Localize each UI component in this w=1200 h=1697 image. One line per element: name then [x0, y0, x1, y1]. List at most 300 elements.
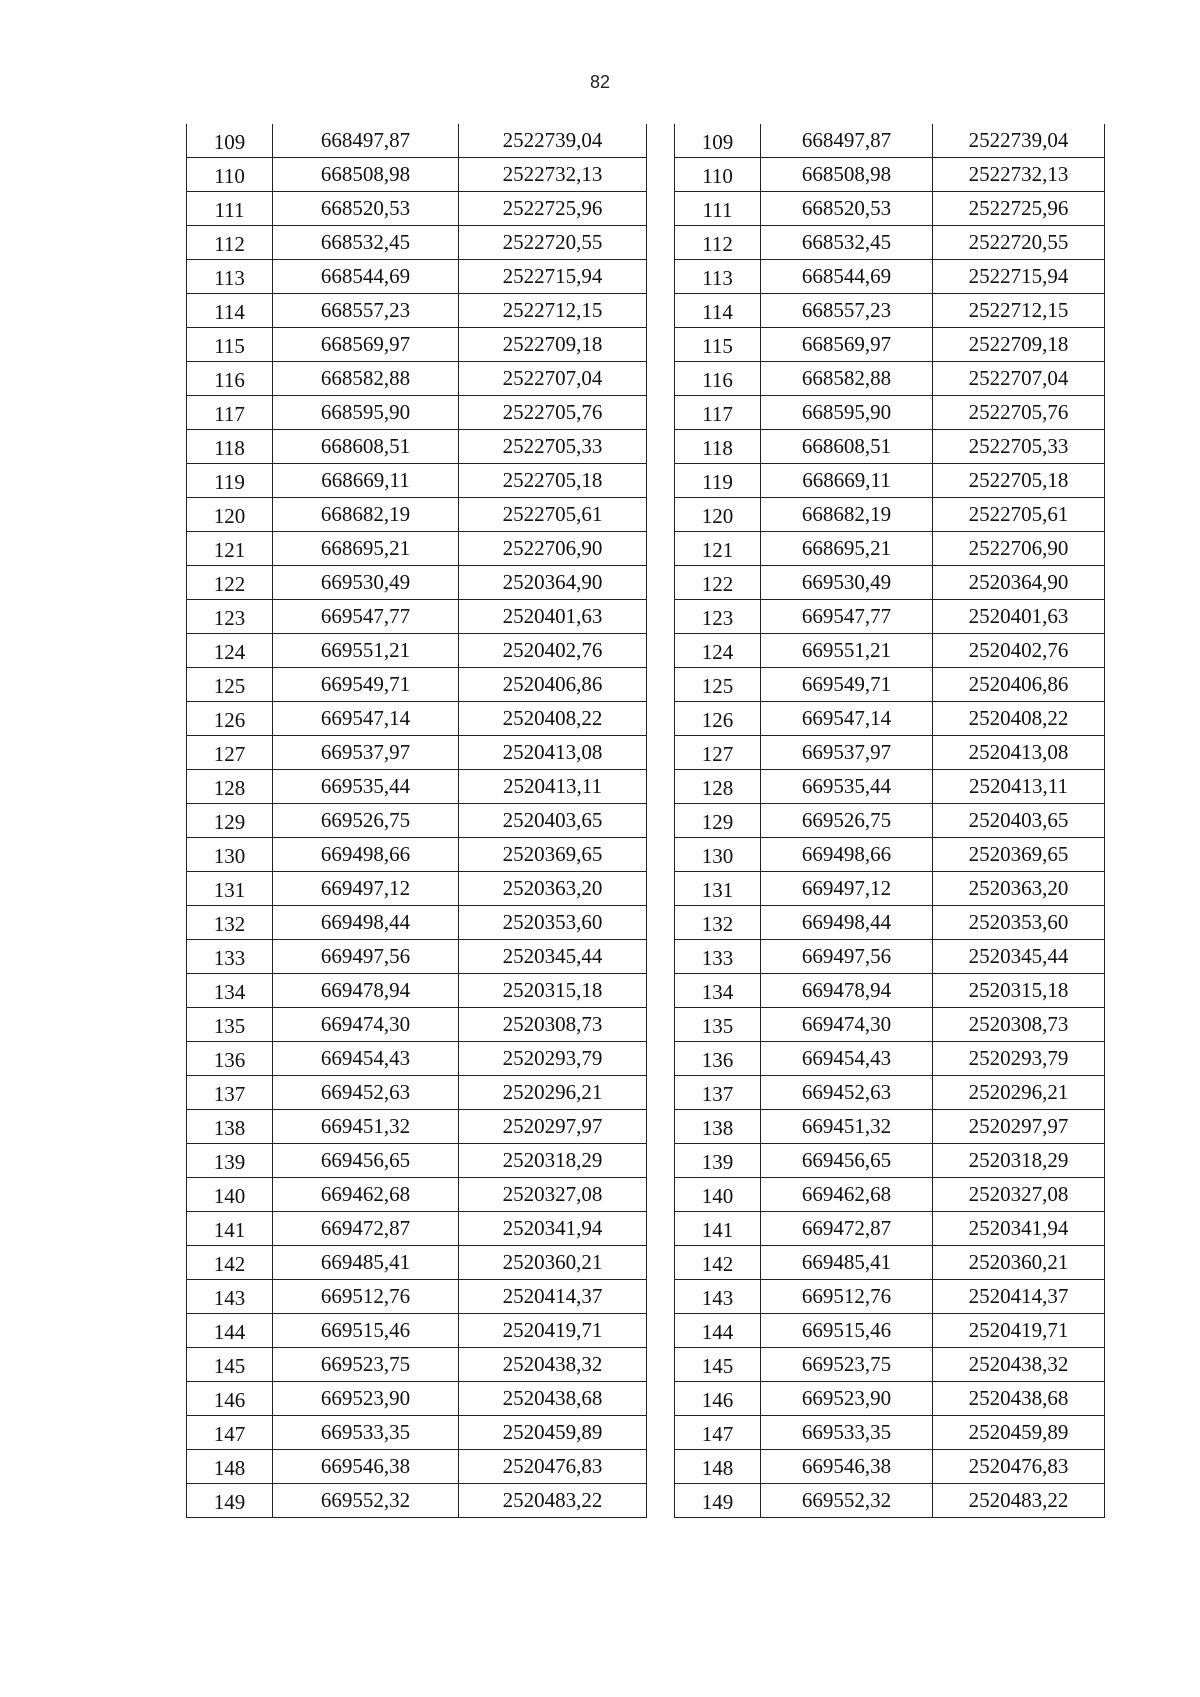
table-row: [675, 736, 1105, 770]
y-coordinate-cell: 2522712,15: [933, 294, 1105, 328]
table-row: [675, 1246, 1105, 1280]
point-number-cell: 123: [675, 600, 761, 634]
y-coordinate-cell: 2520402,76: [459, 634, 647, 668]
table-row: [187, 1348, 647, 1382]
table-row: [187, 1144, 647, 1178]
x-coordinate-cell: 669497,12: [273, 872, 459, 906]
y-coordinate-cell: 2520341,94: [933, 1212, 1105, 1246]
table-row: [187, 1212, 647, 1246]
x-coordinate-cell: 668557,23: [273, 294, 459, 328]
point-number-cell: 115: [675, 328, 761, 362]
x-coordinate-cell: 669462,68: [761, 1178, 933, 1212]
y-coordinate-cell: 2520345,44: [459, 940, 647, 974]
table-row: [675, 1348, 1105, 1382]
y-coordinate-cell: 2522739,04: [459, 124, 647, 158]
table-row: [187, 668, 647, 702]
x-coordinate-cell: 668582,88: [273, 362, 459, 396]
x-coordinate-cell: 668497,87: [273, 124, 459, 158]
y-coordinate-cell: 2520315,18: [459, 974, 647, 1008]
y-coordinate-cell: 2520364,90: [459, 566, 647, 600]
y-coordinate-cell: 2520459,89: [459, 1416, 647, 1450]
point-number-cell: 132: [187, 906, 273, 940]
y-coordinate-cell: 2522706,90: [459, 532, 647, 566]
point-number-cell: 134: [675, 974, 761, 1008]
point-number-cell: 147: [187, 1416, 273, 1450]
y-coordinate-cell: 2520403,65: [459, 804, 647, 838]
point-number-cell: 112: [675, 226, 761, 260]
y-coordinate-cell: 2520364,90: [933, 566, 1105, 600]
table-row: [675, 396, 1105, 430]
x-coordinate-cell: 669526,75: [761, 804, 933, 838]
table-row: [187, 430, 647, 464]
table-row: [675, 260, 1105, 294]
x-coordinate-cell: 669485,41: [273, 1246, 459, 1280]
y-coordinate-cell: 2522706,90: [933, 532, 1105, 566]
point-number-cell: 144: [675, 1314, 761, 1348]
point-number-cell: 128: [187, 770, 273, 804]
table-row: [187, 1042, 647, 1076]
x-coordinate-cell: 669452,63: [273, 1076, 459, 1110]
point-number-cell: 127: [187, 736, 273, 770]
table-row: [187, 600, 647, 634]
point-number-cell: 128: [675, 770, 761, 804]
x-coordinate-cell: 669533,35: [273, 1416, 459, 1450]
y-coordinate-cell: 2520360,21: [459, 1246, 647, 1280]
y-coordinate-cell: 2520353,60: [933, 906, 1105, 940]
x-coordinate-cell: 668520,53: [273, 192, 459, 226]
table-row: [675, 804, 1105, 838]
y-coordinate-cell: 2520413,11: [459, 770, 647, 804]
table-row: [675, 1450, 1105, 1484]
table-row: [675, 872, 1105, 906]
y-coordinate-cell: 2520414,37: [933, 1280, 1105, 1314]
x-coordinate-cell: 669452,63: [761, 1076, 933, 1110]
table-row: [187, 1110, 647, 1144]
table-row: [187, 498, 647, 532]
point-number-cell: 115: [187, 328, 273, 362]
x-coordinate-cell: 669547,77: [273, 600, 459, 634]
table-row: [675, 532, 1105, 566]
table-row: [675, 1382, 1105, 1416]
coordinates-table-left: [186, 124, 647, 1518]
point-number-cell: 130: [187, 838, 273, 872]
y-coordinate-cell: 2520413,08: [459, 736, 647, 770]
y-coordinate-cell: 2522715,94: [459, 260, 647, 294]
y-coordinate-cell: 2520318,29: [933, 1144, 1105, 1178]
y-coordinate-cell: 2520308,73: [459, 1008, 647, 1042]
x-coordinate-cell: 669451,32: [761, 1110, 933, 1144]
table-row: [187, 770, 647, 804]
table-row: [187, 1246, 647, 1280]
y-coordinate-cell: 2520297,97: [459, 1110, 647, 1144]
table-row: [675, 124, 1105, 158]
point-number-cell: 146: [675, 1382, 761, 1416]
x-coordinate-cell: 669478,94: [761, 974, 933, 1008]
table-row: [675, 158, 1105, 192]
y-coordinate-cell: 2520419,71: [933, 1314, 1105, 1348]
x-coordinate-cell: 669523,90: [761, 1382, 933, 1416]
y-coordinate-cell: 2520369,65: [933, 838, 1105, 872]
table-row: [675, 1144, 1105, 1178]
point-number-cell: 110: [187, 158, 273, 192]
x-coordinate-cell: 669456,65: [273, 1144, 459, 1178]
y-coordinate-cell: 2520476,83: [933, 1450, 1105, 1484]
point-number-cell: 149: [187, 1484, 273, 1518]
x-coordinate-cell: 668544,69: [273, 260, 459, 294]
point-number-cell: 118: [187, 430, 273, 464]
point-number-cell: 135: [187, 1008, 273, 1042]
x-coordinate-cell: 668608,51: [761, 430, 933, 464]
y-coordinate-cell: 2520315,18: [933, 974, 1105, 1008]
x-coordinate-cell: 669535,44: [761, 770, 933, 804]
x-coordinate-cell: 669537,97: [761, 736, 933, 770]
x-coordinate-cell: 668497,87: [761, 124, 933, 158]
y-coordinate-cell: 2520483,22: [459, 1484, 647, 1518]
point-number-cell: 149: [675, 1484, 761, 1518]
table-row: [187, 1280, 647, 1314]
point-number-cell: 142: [187, 1246, 273, 1280]
table-row: [675, 906, 1105, 940]
point-number-cell: 144: [187, 1314, 273, 1348]
table-row: [675, 1212, 1105, 1246]
point-number-cell: 120: [187, 498, 273, 532]
y-coordinate-cell: 2520438,68: [459, 1382, 647, 1416]
x-coordinate-cell: 669497,12: [761, 872, 933, 906]
point-number-cell: 122: [187, 566, 273, 600]
table-row: [675, 1314, 1105, 1348]
point-number-cell: 129: [675, 804, 761, 838]
x-coordinate-cell: 669456,65: [761, 1144, 933, 1178]
point-number-cell: 110: [675, 158, 761, 192]
y-coordinate-cell: 2520413,08: [933, 736, 1105, 770]
table-row: [187, 192, 647, 226]
x-coordinate-cell: 669530,49: [761, 566, 933, 600]
table-row: [675, 362, 1105, 396]
point-number-cell: 121: [187, 532, 273, 566]
x-coordinate-cell: 669552,32: [761, 1484, 933, 1518]
y-coordinate-cell: 2520318,29: [459, 1144, 647, 1178]
y-coordinate-cell: 2520438,68: [933, 1382, 1105, 1416]
y-coordinate-cell: 2520438,32: [933, 1348, 1105, 1382]
point-number-cell: 135: [675, 1008, 761, 1042]
y-coordinate-cell: 2522705,76: [459, 396, 647, 430]
y-coordinate-cell: 2522705,61: [933, 498, 1105, 532]
table-row: [187, 906, 647, 940]
x-coordinate-cell: 669535,44: [273, 770, 459, 804]
x-coordinate-cell: 669549,71: [761, 668, 933, 702]
y-coordinate-cell: 2520402,76: [933, 634, 1105, 668]
y-coordinate-cell: 2522705,61: [459, 498, 647, 532]
table-row: [187, 736, 647, 770]
x-coordinate-cell: 669549,71: [273, 668, 459, 702]
point-number-cell: 137: [675, 1076, 761, 1110]
point-number-cell: 120: [675, 498, 761, 532]
y-coordinate-cell: 2522732,13: [459, 158, 647, 192]
table-row: [187, 1008, 647, 1042]
y-coordinate-cell: 2520406,86: [459, 668, 647, 702]
table-row: [187, 634, 647, 668]
x-coordinate-cell: 669454,43: [273, 1042, 459, 1076]
table-row: [675, 1416, 1105, 1450]
point-number-cell: 117: [187, 396, 273, 430]
x-coordinate-cell: 668682,19: [273, 498, 459, 532]
x-coordinate-cell: 668595,90: [273, 396, 459, 430]
point-number-cell: 132: [675, 906, 761, 940]
y-coordinate-cell: 2520327,08: [459, 1178, 647, 1212]
table-row: [675, 838, 1105, 872]
y-coordinate-cell: 2522720,55: [459, 226, 647, 260]
y-coordinate-cell: 2520341,94: [459, 1212, 647, 1246]
point-number-cell: 130: [675, 838, 761, 872]
y-coordinate-cell: 2520360,21: [933, 1246, 1105, 1280]
x-coordinate-cell: 668520,53: [761, 192, 933, 226]
point-number-cell: 124: [187, 634, 273, 668]
point-number-cell: 143: [675, 1280, 761, 1314]
table-row: [675, 192, 1105, 226]
x-coordinate-cell: 668669,11: [273, 464, 459, 498]
point-number-cell: 139: [675, 1144, 761, 1178]
table-row: [187, 1484, 647, 1518]
x-coordinate-cell: 669546,38: [273, 1450, 459, 1484]
x-coordinate-cell: 669512,76: [761, 1280, 933, 1314]
point-number-cell: 148: [675, 1450, 761, 1484]
x-coordinate-cell: 668532,45: [273, 226, 459, 260]
x-coordinate-cell: 669497,56: [273, 940, 459, 974]
point-number-cell: 148: [187, 1450, 273, 1484]
page-number: 82: [589, 72, 611, 92]
x-coordinate-cell: 669498,44: [761, 906, 933, 940]
y-coordinate-cell: 2520413,11: [933, 770, 1105, 804]
x-coordinate-cell: 669472,87: [273, 1212, 459, 1246]
x-coordinate-cell: 669498,44: [273, 906, 459, 940]
x-coordinate-cell: 668557,23: [761, 294, 933, 328]
y-coordinate-cell: 2520476,83: [459, 1450, 647, 1484]
table-row: [187, 1382, 647, 1416]
x-coordinate-cell: 668569,97: [761, 328, 933, 362]
x-coordinate-cell: 669547,14: [761, 702, 933, 736]
table-row: [187, 294, 647, 328]
point-number-cell: 109: [675, 124, 761, 158]
x-coordinate-cell: 669523,75: [761, 1348, 933, 1382]
table-row: [187, 124, 647, 158]
point-number-cell: 118: [675, 430, 761, 464]
y-coordinate-cell: 2520403,65: [933, 804, 1105, 838]
table-row: [675, 226, 1105, 260]
x-coordinate-cell: 668508,98: [761, 158, 933, 192]
table-row: [187, 566, 647, 600]
x-coordinate-cell: 669462,68: [273, 1178, 459, 1212]
y-coordinate-cell: 2520363,20: [933, 872, 1105, 906]
table-row: [675, 430, 1105, 464]
x-coordinate-cell: 669498,66: [761, 838, 933, 872]
x-coordinate-cell: 668569,97: [273, 328, 459, 362]
y-coordinate-cell: 2522705,18: [459, 464, 647, 498]
x-coordinate-cell: 668595,90: [761, 396, 933, 430]
point-number-cell: 114: [187, 294, 273, 328]
point-number-cell: 142: [675, 1246, 761, 1280]
point-number-cell: 122: [675, 566, 761, 600]
table-row: [675, 974, 1105, 1008]
x-coordinate-cell: 669533,35: [761, 1416, 933, 1450]
y-coordinate-cell: 2520459,89: [933, 1416, 1105, 1450]
y-coordinate-cell: 2520296,21: [459, 1076, 647, 1110]
x-coordinate-cell: 669526,75: [273, 804, 459, 838]
x-coordinate-cell: 669485,41: [761, 1246, 933, 1280]
y-coordinate-cell: 2522712,15: [459, 294, 647, 328]
y-coordinate-cell: 2522725,96: [459, 192, 647, 226]
point-number-cell: 124: [675, 634, 761, 668]
y-coordinate-cell: 2520353,60: [459, 906, 647, 940]
point-number-cell: 145: [187, 1348, 273, 1382]
table-row: [675, 464, 1105, 498]
point-number-cell: 121: [675, 532, 761, 566]
table-row: [675, 1008, 1105, 1042]
y-coordinate-cell: 2520408,22: [459, 702, 647, 736]
y-coordinate-cell: 2520419,71: [459, 1314, 647, 1348]
x-coordinate-cell: 669523,75: [273, 1348, 459, 1382]
point-number-cell: 126: [187, 702, 273, 736]
table-row: [675, 1178, 1105, 1212]
x-coordinate-cell: 668582,88: [761, 362, 933, 396]
point-number-cell: 143: [187, 1280, 273, 1314]
y-coordinate-cell: 2520401,63: [459, 600, 647, 634]
point-number-cell: 138: [675, 1110, 761, 1144]
x-coordinate-cell: 669474,30: [761, 1008, 933, 1042]
x-coordinate-cell: 669551,21: [761, 634, 933, 668]
point-number-cell: 111: [187, 192, 273, 226]
y-coordinate-cell: 2520327,08: [933, 1178, 1105, 1212]
table-row: [187, 974, 647, 1008]
y-coordinate-cell: 2520483,22: [933, 1484, 1105, 1518]
table-row: [675, 1280, 1105, 1314]
coordinates-table-right: [674, 124, 1105, 1518]
x-coordinate-cell: 669537,97: [273, 736, 459, 770]
point-number-cell: 146: [187, 1382, 273, 1416]
point-number-cell: 131: [675, 872, 761, 906]
point-number-cell: 113: [675, 260, 761, 294]
point-number-cell: 126: [675, 702, 761, 736]
y-coordinate-cell: 2522705,33: [933, 430, 1105, 464]
table-row: [675, 498, 1105, 532]
point-number-cell: 117: [675, 396, 761, 430]
point-number-cell: 138: [187, 1110, 273, 1144]
x-coordinate-cell: 669451,32: [273, 1110, 459, 1144]
table-row: [187, 1076, 647, 1110]
x-coordinate-cell: 669497,56: [761, 940, 933, 974]
point-number-cell: 109: [187, 124, 273, 158]
table-row: [187, 1314, 647, 1348]
table-row: [187, 872, 647, 906]
y-coordinate-cell: 2520408,22: [933, 702, 1105, 736]
table-row: [675, 294, 1105, 328]
point-number-cell: 133: [187, 940, 273, 974]
table-row: [187, 396, 647, 430]
x-coordinate-cell: 668608,51: [273, 430, 459, 464]
point-number-cell: 141: [675, 1212, 761, 1246]
table-row: [187, 702, 647, 736]
table-row: [187, 260, 647, 294]
x-coordinate-cell: 669547,77: [761, 600, 933, 634]
y-coordinate-cell: 2520345,44: [933, 940, 1105, 974]
x-coordinate-cell: 668682,19: [761, 498, 933, 532]
y-coordinate-cell: 2522720,55: [933, 226, 1105, 260]
y-coordinate-cell: 2520308,73: [933, 1008, 1105, 1042]
table-row: [675, 328, 1105, 362]
y-coordinate-cell: 2520293,79: [459, 1042, 647, 1076]
table-row: [187, 1178, 647, 1212]
table-row: [675, 668, 1105, 702]
y-coordinate-cell: 2520406,86: [933, 668, 1105, 702]
point-number-cell: 125: [187, 668, 273, 702]
point-number-cell: 133: [675, 940, 761, 974]
x-coordinate-cell: 669512,76: [273, 1280, 459, 1314]
x-coordinate-cell: 669551,21: [273, 634, 459, 668]
table-row: [187, 1450, 647, 1484]
point-number-cell: 145: [675, 1348, 761, 1382]
table-row: [675, 1110, 1105, 1144]
y-coordinate-cell: 2522725,96: [933, 192, 1105, 226]
x-coordinate-cell: 669472,87: [761, 1212, 933, 1246]
point-number-cell: 119: [187, 464, 273, 498]
y-coordinate-cell: 2520401,63: [933, 600, 1105, 634]
point-number-cell: 136: [187, 1042, 273, 1076]
table-row: [187, 940, 647, 974]
x-coordinate-cell: 669523,90: [273, 1382, 459, 1416]
y-coordinate-cell: 2522739,04: [933, 124, 1105, 158]
y-coordinate-cell: 2522732,13: [933, 158, 1105, 192]
y-coordinate-cell: 2520414,37: [459, 1280, 647, 1314]
table-row: [675, 1076, 1105, 1110]
point-number-cell: 114: [675, 294, 761, 328]
point-number-cell: 125: [675, 668, 761, 702]
point-number-cell: 140: [187, 1178, 273, 1212]
x-coordinate-cell: 669498,66: [273, 838, 459, 872]
x-coordinate-cell: 669547,14: [273, 702, 459, 736]
point-number-cell: 116: [187, 362, 273, 396]
table-row: [675, 1042, 1105, 1076]
x-coordinate-cell: 669530,49: [273, 566, 459, 600]
point-number-cell: 129: [187, 804, 273, 838]
x-coordinate-cell: 668695,21: [273, 532, 459, 566]
y-coordinate-cell: 2522707,04: [933, 362, 1105, 396]
point-number-cell: 119: [675, 464, 761, 498]
table-row: [187, 532, 647, 566]
y-coordinate-cell: 2522709,18: [933, 328, 1105, 362]
point-number-cell: 137: [187, 1076, 273, 1110]
x-coordinate-cell: 668544,69: [761, 260, 933, 294]
table-row: [675, 634, 1105, 668]
point-number-cell: 139: [187, 1144, 273, 1178]
y-coordinate-cell: 2522715,94: [933, 260, 1105, 294]
point-number-cell: 141: [187, 1212, 273, 1246]
x-coordinate-cell: 669515,46: [273, 1314, 459, 1348]
table-row: [675, 702, 1105, 736]
point-number-cell: 140: [675, 1178, 761, 1212]
y-coordinate-cell: 2522705,18: [933, 464, 1105, 498]
x-coordinate-cell: 668508,98: [273, 158, 459, 192]
point-number-cell: 113: [187, 260, 273, 294]
x-coordinate-cell: 668695,21: [761, 532, 933, 566]
table-row: [187, 158, 647, 192]
y-coordinate-cell: 2522707,04: [459, 362, 647, 396]
table-row: [187, 838, 647, 872]
y-coordinate-cell: 2520363,20: [459, 872, 647, 906]
y-coordinate-cell: 2520296,21: [933, 1076, 1105, 1110]
x-coordinate-cell: 669478,94: [273, 974, 459, 1008]
x-coordinate-cell: 668532,45: [761, 226, 933, 260]
table-row: [187, 328, 647, 362]
y-coordinate-cell: 2520293,79: [933, 1042, 1105, 1076]
